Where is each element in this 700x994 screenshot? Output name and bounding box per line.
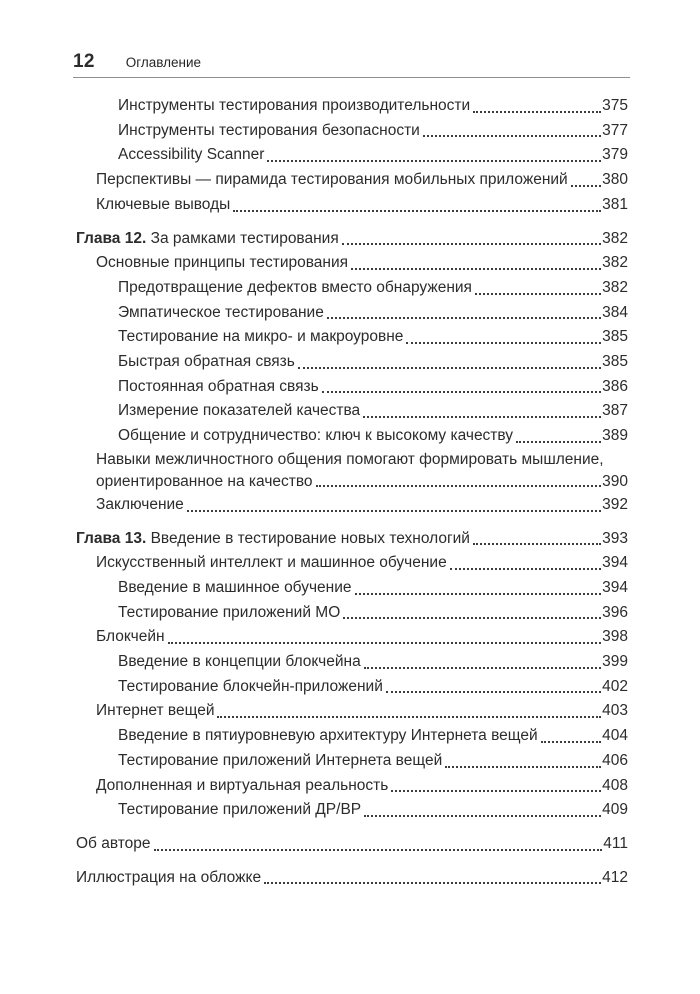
toc-entry: [76, 625, 628, 650]
page-header: [73, 52, 630, 78]
toc-entry-title: [76, 527, 470, 552]
toc-page-number: 404: [602, 727, 628, 745]
dot-leader: [264, 882, 601, 884]
toc-page-number: 382: [602, 229, 628, 247]
toc-entry: [76, 866, 628, 891]
toc-entry-chapter-prefix: Глава 13.: [76, 529, 151, 547]
toc-entry: [76, 449, 628, 471]
toc-entry: [76, 424, 628, 449]
toc-entry-title: [118, 143, 264, 168]
toc-entry-text: ориентированное на качество: [96, 472, 313, 490]
toc-entry-text: Тестирование блокчейн-приложений: [118, 677, 383, 695]
toc-list: [76, 94, 628, 890]
toc-entry: [76, 94, 628, 119]
dot-leader: [406, 342, 601, 344]
toc-entry: [76, 601, 628, 626]
toc-entry-title: [118, 301, 324, 326]
toc-entry: [76, 375, 628, 400]
dot-leader: [364, 667, 601, 669]
running-header: Оглавление: [125, 55, 201, 70]
toc-entry-text: Инструменты тестирования производительности: [118, 97, 471, 114]
toc-entry-title: [118, 576, 352, 601]
toc-entry: [76, 227, 628, 252]
toc-entry-title: [96, 193, 230, 218]
toc-entry: [76, 798, 628, 823]
toc-entry-title: [118, 119, 420, 144]
toc-page-number: 384: [602, 303, 628, 321]
toc-entry-title: [118, 94, 470, 119]
toc-page-number: 402: [602, 677, 628, 695]
dot-leader: [298, 367, 601, 369]
toc-entry: [76, 675, 628, 700]
toc-entry-text: Тестирование приложений Интернета вещей: [118, 751, 443, 769]
toc-entry-text: Постоянная обратная связь: [118, 377, 319, 395]
toc-page-number: 380: [602, 171, 628, 189]
toc-page-number: 385: [602, 328, 628, 346]
toc-entry: [76, 724, 628, 749]
dot-leader: [445, 766, 601, 768]
dot-leader: [475, 293, 601, 295]
toc-entry: [76, 350, 628, 375]
dot-leader: [154, 849, 603, 851]
toc-page-number: 403: [602, 702, 628, 720]
page-number: 12: [73, 51, 95, 72]
toc-page-number: 406: [602, 751, 628, 769]
toc-entry: [76, 276, 628, 301]
dot-leader: [450, 568, 601, 570]
toc-entry-text: Основные принципы тестирования: [96, 254, 349, 272]
dot-leader: [351, 268, 601, 270]
toc-page-number: 382: [602, 254, 628, 272]
dot-leader: [233, 210, 601, 212]
toc-entry-text: Введение в тестирование новых технологий: [150, 529, 470, 547]
toc-entry: [76, 251, 628, 276]
toc-entry-title: [96, 699, 214, 724]
toc-entry-text: Перспективы — пирамида тестирования мобильных приложений: [96, 171, 568, 189]
toc-entry-text: Введение в машинное обучение: [118, 578, 352, 596]
dot-leader: [342, 243, 601, 245]
toc-entry-text: За рамками тестирования: [150, 229, 339, 247]
toc-entry-title: [96, 493, 184, 518]
toc-entry: [76, 576, 628, 601]
toc-page-number: 387: [602, 402, 628, 420]
toc-entry: [76, 168, 628, 193]
toc-entry-title: [96, 551, 447, 576]
toc-entry-text: Быстрая обратная связь: [118, 353, 295, 371]
toc-entry-text: Ключевые выводы: [96, 195, 231, 213]
toc-entry-title: [96, 251, 348, 276]
dot-leader: [316, 485, 602, 487]
toc-entry-text: Введение в концепции блокчейна: [118, 653, 361, 671]
toc-entry-title: [118, 749, 442, 774]
toc-entry-title: [118, 798, 361, 823]
toc-entry-text: Искусственный интеллект и машинное обучение: [96, 554, 447, 572]
dot-leader: [322, 391, 601, 393]
toc-entry-text: Навыки межличностного общения помогают формировать мышление,: [96, 450, 604, 468]
toc-entry-title: [96, 168, 568, 193]
dot-leader: [168, 642, 602, 644]
toc-entry-text: Общение и сотрудничество: ключ к высокому качеству: [118, 427, 514, 445]
toc-entry: [76, 699, 628, 724]
dot-leader: [473, 111, 601, 113]
dot-leader: [391, 790, 601, 792]
dot-leader: [217, 716, 601, 718]
dot-leader: [267, 160, 601, 162]
toc-entry: [76, 301, 628, 326]
toc-entry-text: Тестирование приложений МО: [118, 603, 341, 621]
toc-entry-text: Измерение показателей качества: [118, 402, 361, 420]
toc-entry-title: [118, 650, 361, 675]
toc-page-number: 392: [602, 495, 628, 513]
toc-page-number: 411: [603, 834, 628, 852]
toc-entry-title: [76, 832, 151, 857]
toc-page-number: 382: [602, 278, 628, 296]
toc-entry-text: Эмпатическое тестирование: [118, 303, 324, 321]
toc-entry-title: [118, 350, 295, 375]
toc-entry-text: Предотвращение дефектов вместо обнаружения: [118, 278, 472, 296]
toc-entry-title: [118, 424, 513, 449]
toc-page-number: 399: [602, 653, 628, 671]
toc-entry: [76, 774, 628, 799]
toc-entry: [76, 551, 628, 576]
dot-leader: [473, 543, 601, 545]
toc-entry-title: [96, 449, 604, 471]
toc-entry-text: Заключение: [96, 495, 184, 513]
toc-entry-title: [118, 724, 538, 749]
toc-entry: [76, 399, 628, 424]
toc-page-number: 393: [602, 529, 628, 547]
toc-entry-text: Об авторе: [76, 834, 151, 852]
toc-page-number: 379: [602, 146, 628, 164]
toc-entry-title: [96, 774, 388, 799]
toc-entry-title: [118, 325, 403, 350]
toc-entry: [76, 325, 628, 350]
toc-page-number: 385: [602, 353, 628, 371]
toc-entry: [76, 650, 628, 675]
toc-page-number: 398: [602, 628, 628, 646]
toc-page-number: 409: [602, 801, 628, 819]
toc-entry-title: [118, 375, 319, 400]
dot-leader: [187, 510, 601, 512]
toc-entry: [76, 832, 628, 857]
toc-entry-text: Введение в пятиуровневую архитектуру Интернета вещей: [118, 727, 538, 745]
dot-leader: [355, 593, 602, 595]
toc-page-number: 394: [602, 578, 628, 596]
toc-entry-title: [118, 601, 340, 626]
dot-leader: [423, 135, 601, 137]
toc-page-number: 377: [602, 121, 628, 139]
toc-entry-title: [76, 227, 339, 252]
toc-page-number: 394: [602, 554, 628, 572]
toc-entry: [76, 143, 628, 168]
dot-leader: [386, 691, 601, 693]
toc-page-number: 412: [602, 868, 628, 886]
toc-entry-title: [96, 471, 313, 493]
toc-page-number: 386: [602, 377, 628, 395]
dot-leader: [327, 317, 601, 319]
dot-leader: [364, 815, 601, 817]
toc-entry-title: [96, 625, 165, 650]
toc-entry-chapter-prefix: Глава 12.: [76, 229, 151, 247]
toc-entry: [76, 119, 628, 144]
toc-entry: [76, 749, 628, 774]
toc-entry-title: [118, 276, 472, 301]
toc-entry: [76, 493, 628, 518]
dot-leader: [571, 185, 601, 187]
toc-entry-text: Тестирование на микро- и макроуровне: [118, 328, 404, 346]
toc-page-number: 375: [602, 97, 628, 114]
toc-entry-title: [118, 399, 360, 424]
toc-entry-title: [118, 675, 383, 700]
dot-leader: [363, 416, 601, 418]
toc-entry-text: Интернет вещей: [96, 702, 215, 720]
dot-leader: [343, 617, 601, 619]
toc-entry-text: Accessibility Scanner: [118, 146, 265, 164]
dot-leader: [516, 441, 601, 443]
toc-entry-text: Инструменты тестирования безопасности: [118, 121, 420, 139]
toc-page-number: 396: [602, 603, 628, 621]
toc-entry-text: Дополненная и виртуальная реальность: [96, 776, 389, 794]
toc-page-number: 381: [602, 195, 628, 213]
toc-entry-text: Блокчейн: [96, 628, 165, 646]
toc-entry-text: Иллюстрация на обложке: [76, 868, 262, 886]
toc-entry: [76, 193, 628, 218]
toc-page-number: 389: [602, 427, 628, 445]
dot-leader: [541, 741, 601, 743]
toc-entry: [76, 527, 628, 552]
toc-entry-title: [76, 866, 261, 891]
toc-page-number: 408: [602, 776, 628, 794]
toc-page-number: 390: [602, 472, 628, 490]
toc-entry-text: Тестирование приложений ДР/ВР: [118, 801, 362, 819]
toc-entry: [76, 471, 628, 493]
